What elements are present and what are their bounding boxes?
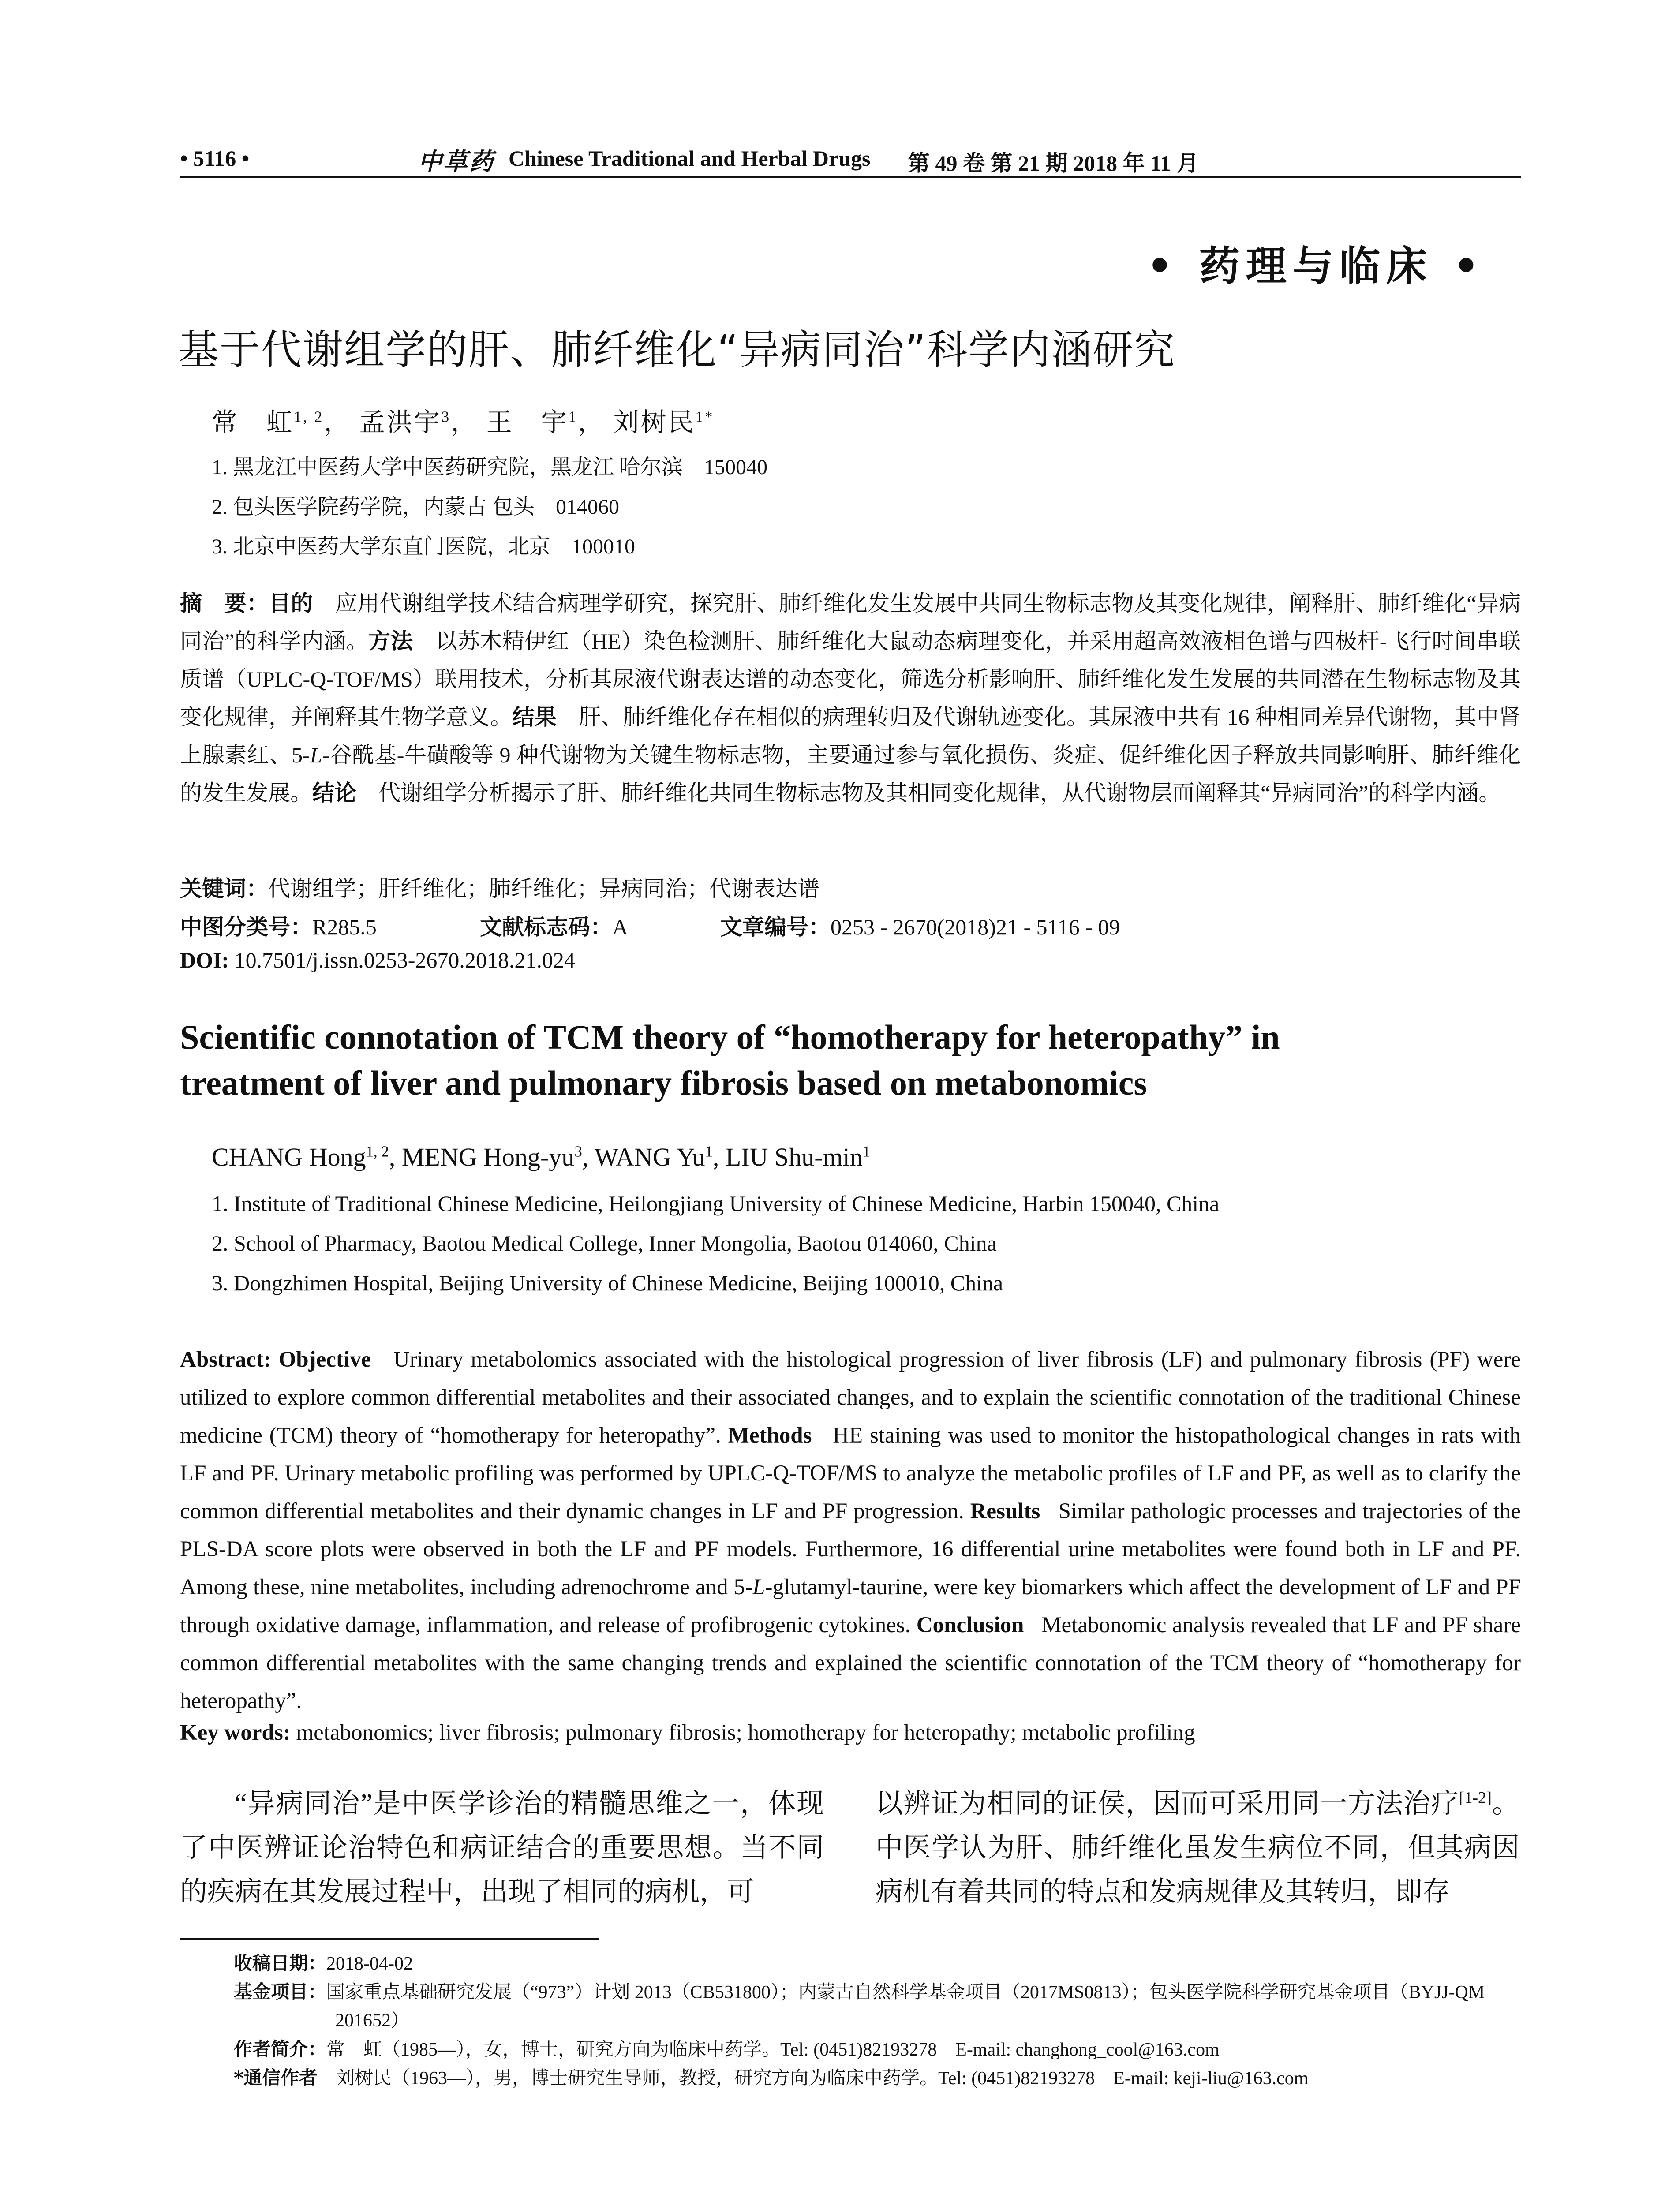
en-title-line1: Scientific connotation of TCM theory of “homotherapy for heteropathy” in	[180, 1018, 1280, 1056]
cn-author-sup: 3	[441, 408, 451, 426]
footnote-received	[234, 1949, 1522, 1978]
header-rule	[180, 176, 1521, 178]
clc-value: R285.5	[312, 915, 377, 939]
en-methods: HE staining was used to monitor the histopathological changes in rats with LF and PF. Urinary metabolic profiling was performed by UPLC-Q-TOF/MS to analyze the metabolic profiles of LF and PF, as well as to clarify the common differential metabolites and their dynamic changes in LF and PF progression.	[180, 1423, 1521, 1524]
article-no-value: 0253 - 2670(2018)21 - 5116 - 09	[831, 915, 1120, 939]
en-author-name: WANG Yu	[594, 1143, 705, 1171]
corresp-text: 刘树民（1963—），男，博士研究生导师，教授，研究方向为临床中药学。Tel: (0451)82193278 E-mail: keji-liu@163.com	[336, 2068, 1309, 2089]
cn-affiliation: 3. 北京中医药大学东直门医院，北京 100010	[212, 535, 636, 558]
author-bio: 常 虹（1985—），女，博士，研究方向为临床中药学。Tel: (0451)82193278 E-mail: changhong_cool@163.com	[326, 2040, 1220, 2060]
en-author-sup: 1	[705, 1143, 713, 1160]
en-author-sup: 1, 2	[366, 1143, 389, 1160]
section-tag: • 药理与临床 •	[1147, 242, 1485, 290]
cn-affiliation: 2. 包头医学院药学院，内蒙古 包头 014060	[212, 495, 620, 519]
footnote-author	[234, 2035, 1522, 2064]
cn-conclusion: 代谢组学分析揭示了肝、肺纤维化共同生物标志物及其相同变化规律，从代谢物层面阐释其“异病同治”的科学内涵。	[378, 781, 1501, 805]
en-author-name: MENG Hong-yu	[401, 1143, 575, 1171]
doc-code	[480, 909, 628, 941]
en-objective: Urinary metabolomics associated with the histological progression of liver fibrosis (LF) and pulmonary fibrosis (PF) were utilized to explore common differential metabolites and their associated changes, and to explain the scientific connotation of the traditional Chinese medicine (TCM) theory of “homotherapy for heteropathy”.	[180, 1347, 1521, 1448]
cn-keywords	[180, 871, 819, 903]
cn-author-sup: 1, 2	[294, 408, 324, 426]
cn-objective: 应用代谢组学技术结合病理学研究，探究肝、肺纤维化发生发展中共同生物标志物及其变化规律，阐释肝、肺纤维化“异病同治”的科学内涵。	[180, 591, 1521, 654]
en-results-label: Results	[970, 1499, 1040, 1524]
en-abstract-label: Abstract: Objective	[180, 1347, 371, 1372]
journal-name-en: Chinese Traditional and Herbal Drugs	[509, 146, 871, 171]
en-keywords	[180, 1720, 1195, 1745]
en-results: Similar pathologic processes and trajectories of the PLS-DA score plots were observed in both the LF and PF models. Furthermore, 16 differential urine metabolites were found both in LF and PF. Among these, nine metabolites, including adrenochrome and 5-	[180, 1499, 1521, 1600]
cn-results: 肝、肺纤维化存在相似的病理转归及代谢轨迹变化。其尿液中共有 16 种相同差异代谢物，其中肾上腺素红、5-	[180, 705, 1521, 767]
en-keywords-label: Key words:	[180, 1720, 291, 1745]
doc-code-label: 文献标志码：	[480, 914, 612, 940]
en-authors: CHANG Hong$^{1, 2}$, MENG Hong-$yu^3$, WANG Yu$^1$, LIU Shu-$\min^1$	[212, 1143, 871, 1171]
en-keywords-text: metabonomics; liver fibrosis; pulmonary fibrosis; homotherapy for heteropathy; metabolic profiling	[296, 1720, 1195, 1745]
cn-author-name: 常 虹	[212, 408, 294, 437]
body-right-text-cont: 。中医学认为肝、肺纤维化虽发生病位不同，但其病因病机有着共同的特点和发病规律及其转归，即存	[876, 1789, 1519, 1907]
cn-author-name: 刘树民	[613, 408, 696, 437]
received-date: 2018-04-02	[326, 1954, 413, 1974]
en-author-sup: 3	[574, 1143, 582, 1160]
cn-title: 基于代谢组学的肝、肺纤维化“异病同治”科学内涵研究	[178, 326, 1176, 374]
doi-line	[180, 947, 575, 973]
en-results-cont: -glutamyl-taurine, were key biomarkers which affect the development of LF and PF through oxidative damage, inflammation, and release of profibrogenic cytokines.	[180, 1575, 1521, 1637]
footnote-fund	[234, 1978, 1522, 2035]
cn-author-sup: 1*	[695, 408, 715, 426]
received-label: 收稿日期：	[234, 1952, 327, 1974]
en-author-sup: 1	[862, 1143, 871, 1160]
cn-author-name: 孟洪宇	[359, 408, 442, 437]
running-header	[180, 140, 1521, 180]
cn-conclusion-label: 结论	[312, 780, 356, 806]
cn-objective-label: 目的	[269, 590, 313, 616]
footnote-rule	[180, 1938, 599, 1940]
en-author-name: CHANG Hong	[212, 1143, 366, 1171]
issue-info: 第 49 卷 第 21 期 2018 年 11 月	[908, 151, 1199, 176]
en-conclusion: Metabonomic analysis revealed that LF and PF share common differential metabolites with the same changing trends and explained the scientific connotation of the TCM theory of “homotherapy for heteropathy”.	[180, 1613, 1521, 1713]
clc-code	[180, 909, 377, 941]
cn-methods-label: 方法	[368, 628, 413, 654]
cn-methods: 以苏木精伊红（HE）染色检测肝、肺纤维化大鼠动态病理变化，并采用超高效液相色谱与四极杆-飞行时间串联质谱（UPLC-Q-TOF/MS）联用技术，分析其尿液代谢表达谱的动态变化，筛选分析影响肝、肺纤维化发生发展的共同潜在生物标志物及其变化规律，并阐释其生物学意义。	[180, 629, 1521, 729]
cn-abstract-label: 摘 要：	[180, 590, 269, 616]
cn-results-label: 结果	[512, 704, 557, 730]
doi-label: DOI:	[180, 948, 229, 972]
doi-value: 10.7501/j.issn.0253-2670.2018.21.024	[234, 948, 575, 972]
footnote-corresponding	[234, 2064, 1522, 2093]
body-column-left: “异病同治”是中医学诊治的精髓思维之一，体现了中医辨证论治特色和病证结合的重要思想。当不同的疾病在其发展过程中，出现了相同的病机，可	[180, 1789, 824, 1907]
cn-keywords-label: 关键词：	[180, 876, 268, 901]
en-results-italic: L	[752, 1575, 765, 1600]
fund-label: 基金项目：	[234, 1981, 327, 2003]
cn-author-sup: 1	[568, 408, 578, 426]
cn-author-name: 王 宇	[486, 408, 569, 437]
article-no-label: 文章编号：	[720, 914, 831, 940]
en-author-name: LIU Shu-min	[725, 1143, 863, 1171]
en-conclusion-label: Conclusion	[916, 1613, 1024, 1637]
en-methods-label: Methods	[728, 1423, 812, 1448]
journal-logo-cn: 中草药	[418, 149, 495, 175]
corresp-label: *通信作者	[234, 2067, 318, 2089]
cn-abstract	[180, 584, 1521, 812]
cn-results-cont: -谷酰基-牛磺酸等 9 种代谢物为关键生物标志物，主要通过参与氧化损伤、炎症、促纤维化因子释放共同影响肝、肺纤维化的发生发展。	[180, 743, 1521, 805]
classification-line	[180, 909, 1238, 940]
page-number: • 5116 •	[180, 146, 250, 171]
cn-results-italic: L	[310, 743, 322, 767]
fund-text: 国家重点基础研究发展（“973”）计划 2013（CB531800）；内蒙古自然科学基金项目（2017MS0813）；包头医学院科学研究基金项目（BYJJ-QM 201652）	[326, 1982, 1485, 2031]
body-column-right	[876, 1782, 1519, 1914]
en-affiliation: 3. Dongzhimen Hospital, Beijing University of Chinese Medicine, Beijing 100010, China	[212, 1271, 1003, 1295]
article-number	[720, 909, 1120, 941]
en-title-line2: treatment of liver and pulmonary fibrosis based on metabonomics	[180, 1064, 1147, 1102]
cn-authors: 常 虹$^{1, 2}$， 孟洪宇$^3$， 王 宇$^1$， 刘树民$^{1*}$	[212, 408, 715, 437]
author-bio-label: 作者简介：	[234, 2038, 327, 2060]
clc-label: 中图分类号：	[180, 914, 312, 940]
body-right-text: 以辨证为相同的证侯，因而可采用同一方法治疗	[876, 1789, 1459, 1819]
cn-keywords-text: 代谢组学；肝纤维化；肺纤维化；异病同治；代谢表达谱	[268, 876, 819, 901]
cn-affiliation: 1. 黑龙江中医药大学中医药研究院，黑龙江 哈尔滨 150040	[212, 456, 768, 479]
en-affiliation: 2. School of Pharmacy, Baotou Medical College, Inner Mongolia, Baotou 014060, China	[212, 1231, 997, 1256]
en-affiliation: 1. Institute of Traditional Chinese Medicine, Heilongjiang University of Chinese Medicine, Harbin 150040, China	[212, 1191, 1220, 1216]
en-title	[180, 1014, 1521, 1106]
citation-ref: [1-2]	[1459, 1789, 1492, 1807]
doc-code-value: A	[612, 915, 629, 939]
en-abstract	[180, 1341, 1521, 1720]
